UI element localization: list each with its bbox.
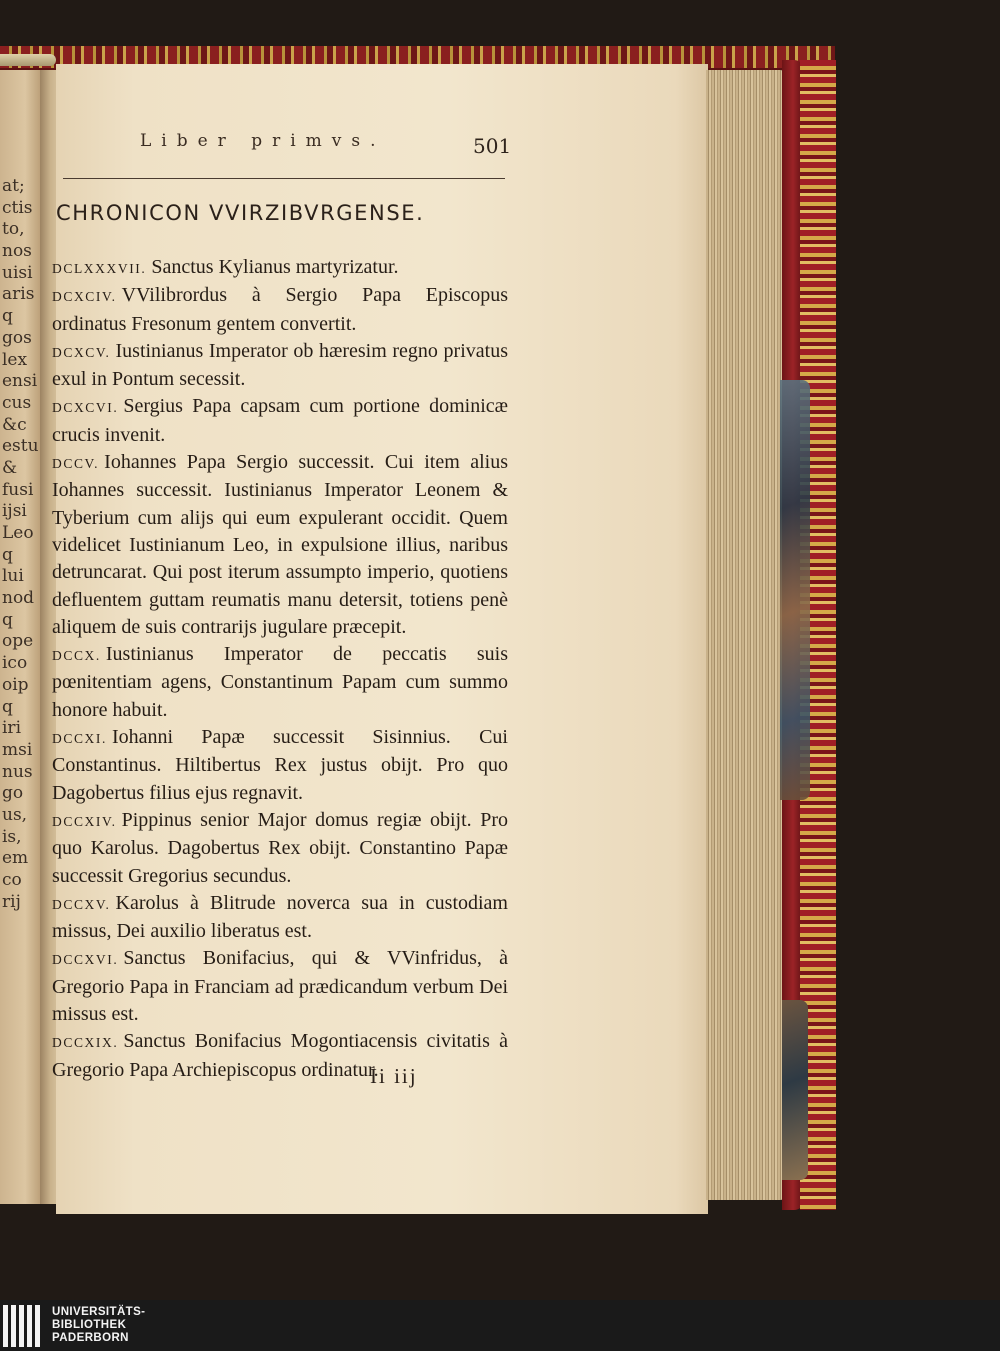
- left-fragment-line: em: [2, 848, 29, 869]
- library-footer: [0, 1300, 1000, 1351]
- left-fragment-line: nod: [2, 588, 35, 609]
- chronicle-entry: [52, 254, 508, 282]
- marbled-endpaper: [780, 380, 810, 800]
- entry-text: Iohannes Papa Sergio successit. Cui item alius Iohannes successit. Iustinianus Imperator Leonem & Tyberium cum alijs qui eum expulerant occidit. Quem videlicet Iustinianum Leo, in expulsione illius, naribus detruncarat. Qui post iterum assumpto imperio, quotiens defluentem guttam reumatis manu detersit, totiens penè aliquem de suis contrarijs jugulare præcepit.: [52, 451, 508, 638]
- left-fragment-line: oip: [2, 674, 29, 695]
- left-fragment-line: nos: [2, 241, 32, 262]
- marbled-endpaper-lower: [782, 1000, 808, 1180]
- entry-year-numeral: DCCXV.: [52, 896, 111, 912]
- binding-clasp: [0, 54, 56, 66]
- entry-text: Pippinus senior Major domus regiæ obijt. Pro quo Karolus. Dagobertus Rex obijt. Constantino Papæ successit Gregorius secundus.: [52, 808, 508, 887]
- library-name-line3: PADERBORN: [52, 1332, 129, 1344]
- left-fragment-line: &: [2, 457, 18, 478]
- left-fragment-line: lex: [2, 349, 28, 370]
- library-name-line1: UNIVERSITÄTS-: [52, 1306, 146, 1318]
- left-fragment-line: estu: [2, 436, 39, 457]
- left-fragment-line: ijsi: [2, 501, 27, 522]
- left-page-text-fragments: [2, 176, 40, 913]
- left-fragment-line: q: [2, 696, 13, 717]
- library-name: [52, 1306, 145, 1345]
- entry-year-numeral: DCXCVI.: [52, 400, 119, 416]
- left-fragment-line: &c: [2, 414, 27, 435]
- chronicle-entry: [52, 641, 508, 724]
- left-fragment-line: rij: [2, 891, 21, 912]
- chronicle-entries: [52, 254, 508, 1084]
- left-fragment-line: uisi: [2, 262, 33, 283]
- entry-text: Iustinianus Imperator de peccatis suis pœnitentiam agens, Constantinum Papam cum summo honore habuit.: [52, 643, 508, 721]
- entry-year-numeral: DCXCIV.: [52, 289, 117, 305]
- chronicle-entry: [52, 393, 508, 449]
- left-fragment-line: nus: [2, 761, 33, 782]
- entry-year-numeral: DCCXIX.: [52, 1035, 119, 1051]
- left-fragment-line: aris: [2, 284, 35, 305]
- signature-mark: Ii iij: [370, 1064, 418, 1088]
- entry-text: VVilibrordus à Sergio Papa Episcopus ordinatus Fresonum gentem convertit.: [52, 284, 508, 335]
- page-number: 501: [473, 134, 512, 158]
- left-fragment-line: ope: [2, 631, 34, 652]
- chronicle-heading: CHRONICON VVIRZIBVRGENSE.: [56, 201, 425, 225]
- left-fragment-line: ico: [2, 653, 28, 674]
- entry-text: Karolus à Blitrude noverca sua in custodiam missus, Dei auxilio liberatus est.: [52, 891, 508, 943]
- left-fragment-line: gos: [2, 327, 32, 348]
- left-fragment-line: ctis: [2, 197, 33, 218]
- running-head: Liber primvs.: [140, 131, 386, 151]
- entry-text: Sanctus Bonifacius, qui & VVinfridus, à Gregorio Papa in Franciam ad prædicandum verbum Dei missus est.: [52, 947, 508, 1026]
- chronicle-entry: [52, 338, 508, 394]
- left-fragment-line: Leo: [2, 523, 34, 543]
- left-fragment-line: is,: [2, 826, 22, 847]
- entry-year-numeral: DCXCV.: [52, 344, 111, 360]
- entry-year-numeral: DCCXI.: [52, 731, 107, 747]
- left-fragment-line: msi: [2, 739, 33, 760]
- library-name-line2: BIBLIOTHEK: [52, 1319, 127, 1331]
- chronicle-entry: [52, 807, 508, 890]
- chronicle-entry: [52, 1028, 508, 1084]
- left-fragment-line: fusi: [2, 479, 34, 500]
- page-fore-edge: [706, 70, 786, 1200]
- left-fragment-line: to,: [2, 219, 25, 240]
- entry-text: Sanctus Kylianus martyrizatur.: [151, 256, 399, 278]
- left-fragment-line: iri: [2, 718, 22, 739]
- left-fragment-line: q: [2, 544, 13, 565]
- entry-text: Iohanni Papæ successit Sisinnius. Cui Constantinus. Hiltibertus Rex justus obijt. Pro quo Dagobertus filius ejus regnavit.: [52, 726, 508, 804]
- left-fragment-line: q: [2, 306, 13, 327]
- left-fragment-line: cus: [2, 392, 32, 413]
- left-fragment-line: at;: [2, 176, 25, 196]
- left-fragment-line: co: [2, 870, 22, 890]
- chronicle-entry: [52, 449, 508, 641]
- left-fragment-line: lui: [2, 566, 24, 587]
- left-fragment-line: go: [2, 783, 24, 804]
- left-fragment-line: q: [2, 609, 13, 630]
- entry-year-numeral: DCCX.: [52, 648, 101, 664]
- header-rule: [63, 178, 505, 179]
- entry-year-numeral: DCCV.: [52, 456, 100, 472]
- entry-text: Sergius Papa capsam cum portione dominicæ crucis invenit.: [52, 395, 508, 446]
- chronicle-entry: [52, 945, 508, 1028]
- left-fragment-line: us,: [2, 804, 28, 825]
- left-fragment-line: ensi: [2, 371, 38, 392]
- chronicle-entry: [52, 890, 508, 946]
- entry-text: Iustinianus Imperator ob hæresim regno privatus exul in Pontum secessit.: [52, 339, 508, 391]
- chronicle-entry: [52, 724, 508, 807]
- entry-text: Sanctus Bonifacius Mogontiacensis civitatis à Gregorio Papa Archiepiscopus ordinatur.: [52, 1030, 508, 1081]
- chronicle-entry: [52, 282, 508, 338]
- entry-year-numeral: DCLXXXVII.: [52, 261, 147, 276]
- entry-year-numeral: DCCXVI.: [52, 952, 119, 968]
- left-facing-page: [0, 64, 42, 1204]
- entry-year-numeral: DCCXIV.: [52, 813, 117, 829]
- library-logo-icon: [3, 1305, 41, 1347]
